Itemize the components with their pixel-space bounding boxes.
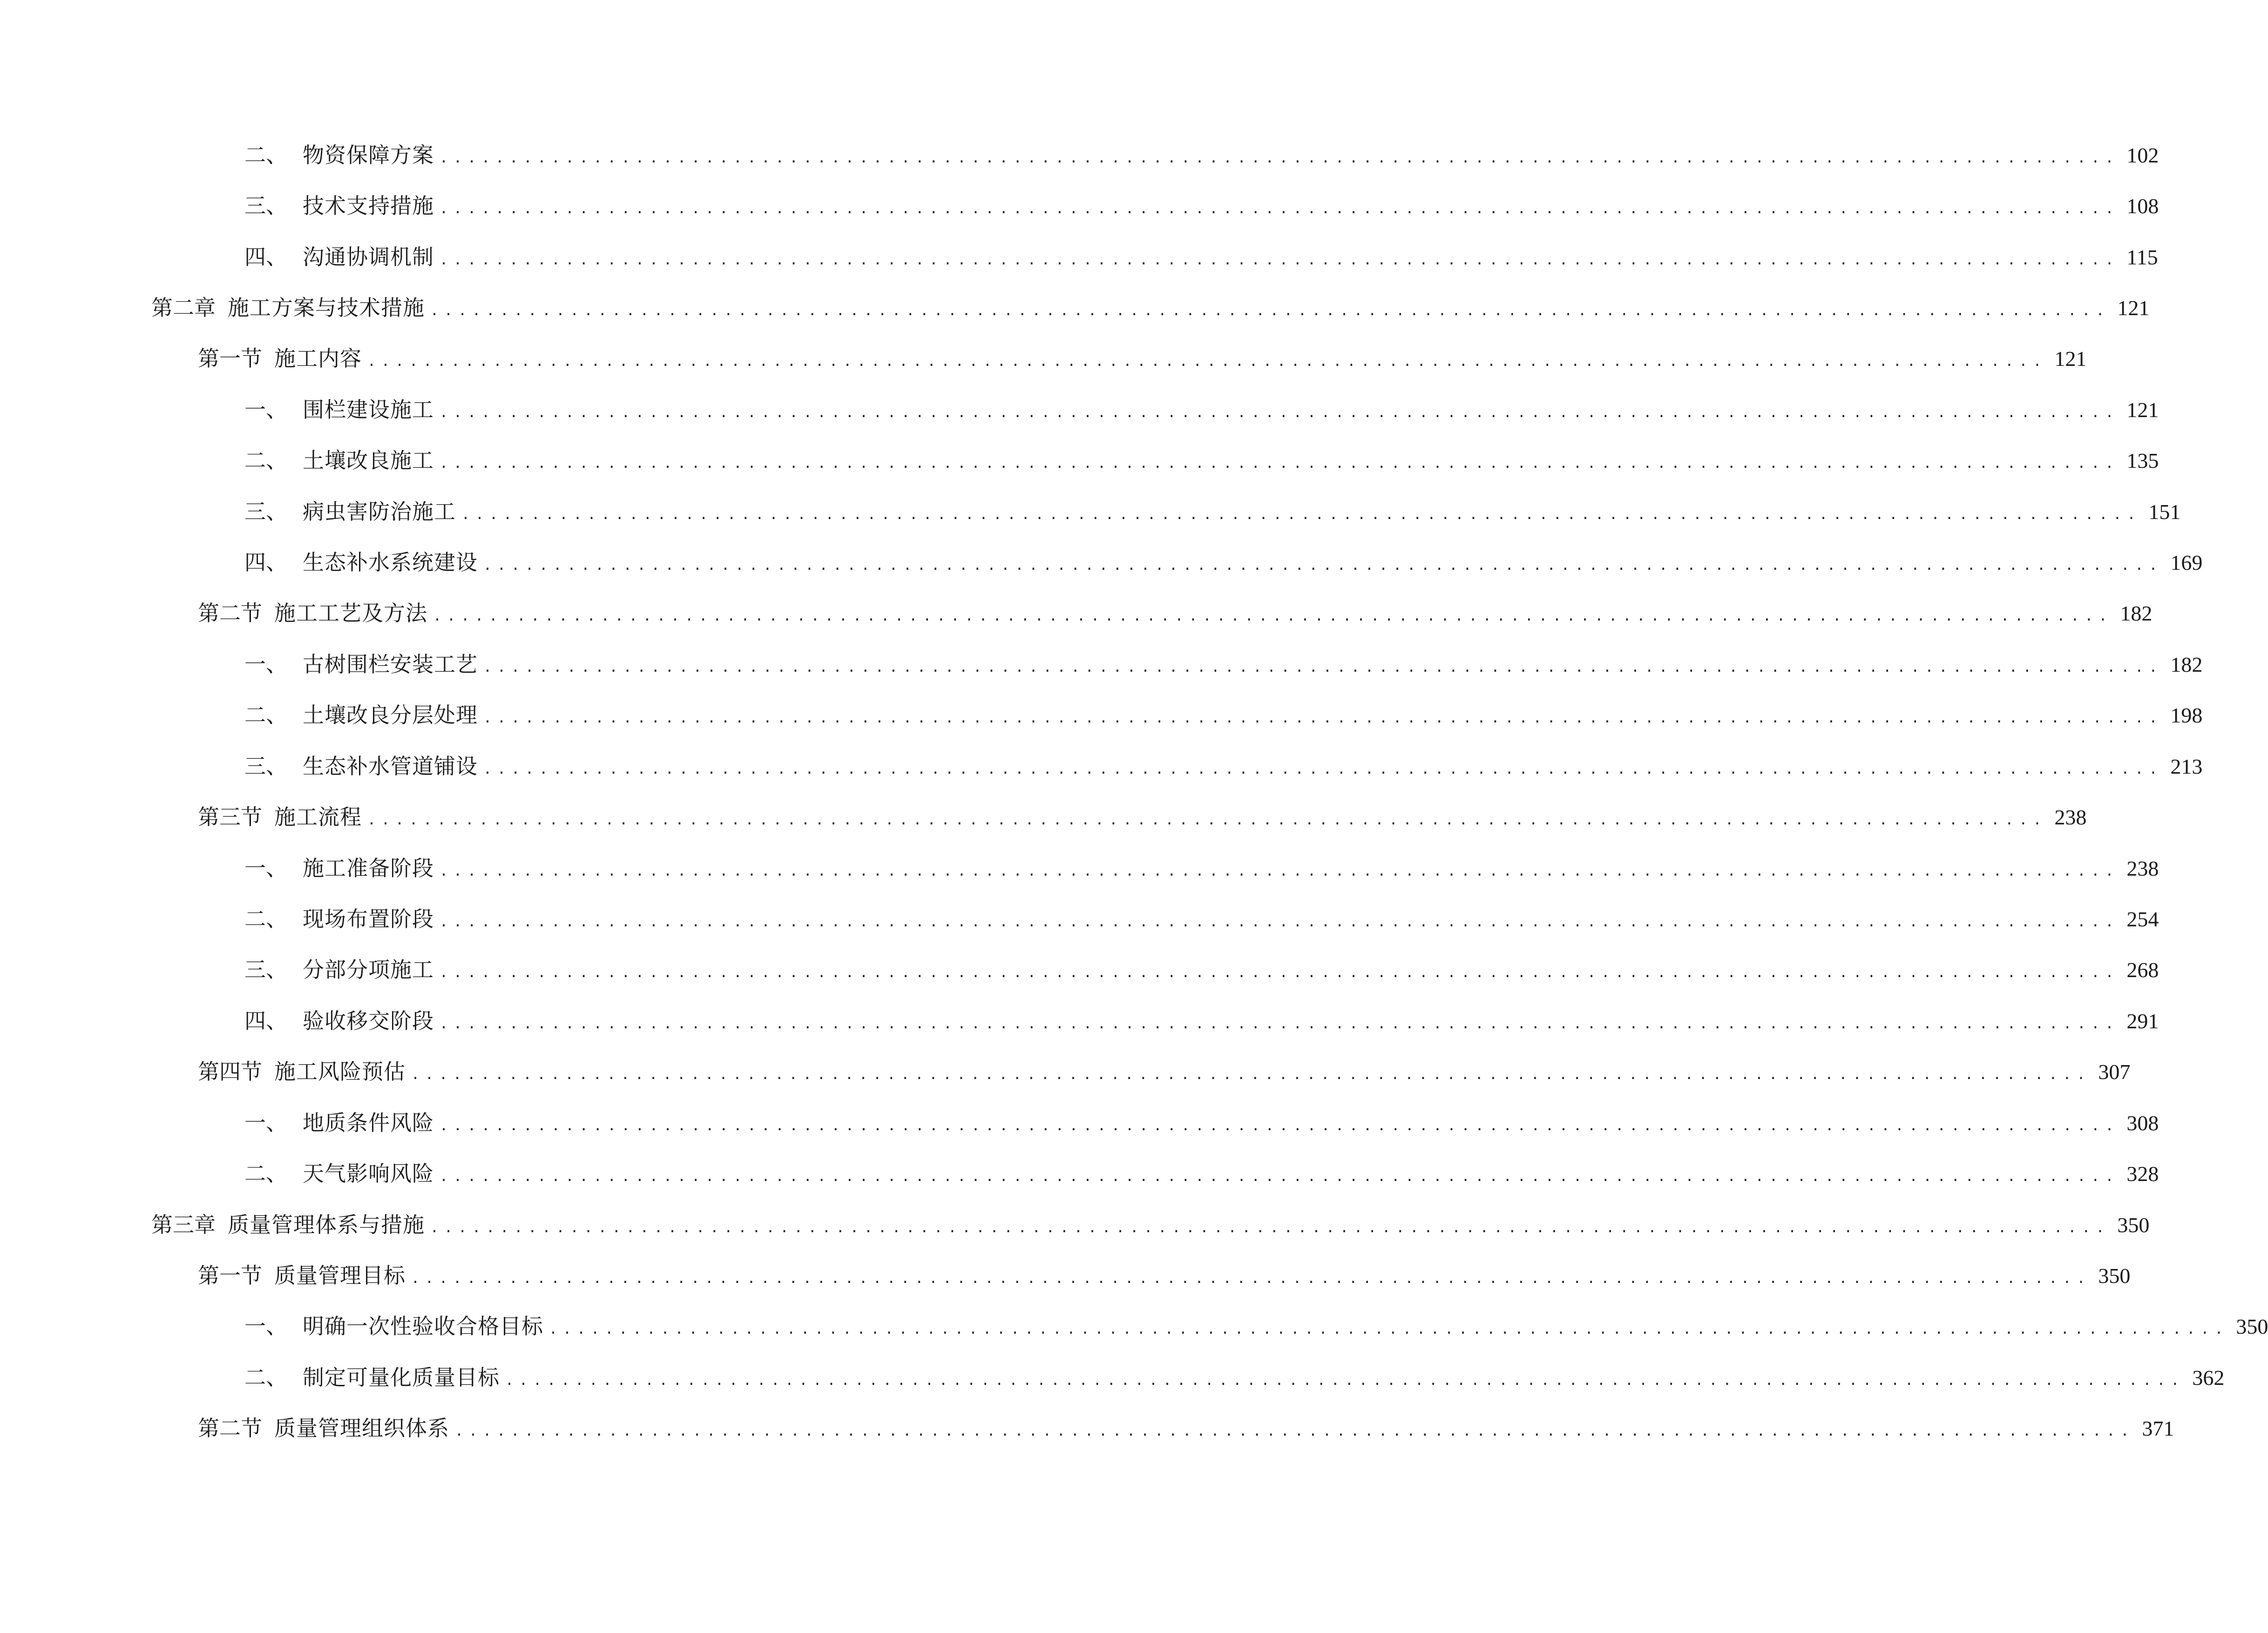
dot-leader: ........................................................................................................................ [505, 1372, 2185, 1389]
toc-section-number: 第二节 [198, 601, 262, 626]
toc-page-number: 182 [2170, 653, 2203, 676]
toc-entry-number: 三、 [244, 193, 287, 218]
toc-page-number: 238 [2126, 857, 2159, 880]
toc-entry-title: 古树围栏安装工艺 [303, 652, 478, 677]
toc-entry[interactable] [244, 544, 2203, 581]
toc-page-number: 108 [2126, 194, 2159, 218]
toc-page-number: 350 [2117, 1213, 2150, 1237]
toc-page-number: 362 [2192, 1366, 2225, 1390]
toc-entry-title: 天气影响风险 [303, 1161, 434, 1186]
toc-entry[interactable] [244, 900, 2159, 938]
toc-page-number: 238 [2054, 805, 2087, 829]
toc-page-number: 350 [2098, 1264, 2131, 1288]
dot-leader: ........................................................................................................................ [411, 1066, 2091, 1083]
toc-section-title: 施工风险预估 [274, 1059, 406, 1084]
toc-section-number: 第一节 [198, 346, 262, 371]
toc-section-number: 第一节 [198, 1263, 262, 1288]
dot-leader: ........................................................................................................................ [483, 761, 2163, 777]
toc-entry-number: 一、 [244, 397, 287, 422]
toc-entry-title: 地质条件风险 [303, 1110, 434, 1135]
toc-entry-number: 二、 [244, 448, 287, 473]
dot-leader: ........................................................................................................................ [433, 608, 2113, 624]
toc-page-number: 102 [2126, 143, 2159, 167]
toc-section-entry[interactable] [198, 1410, 2174, 1447]
dot-leader: ........................................................................................................................ [440, 405, 2119, 421]
toc-entry-number: 四、 [244, 1008, 287, 1033]
toc-entry-number: 三、 [244, 957, 287, 982]
toc-entry-number: 四、 [244, 550, 287, 575]
toc-entry-title: 明确一次性验收合格目标 [303, 1314, 543, 1339]
toc-section-title: 施工工艺及方法 [274, 601, 427, 626]
toc-page-number: 121 [2117, 296, 2150, 320]
toc-chapter-title: 施工方案与技术措施 [228, 295, 425, 320]
toc-section-entry[interactable] [198, 1257, 2131, 1294]
toc-page-number: 169 [2170, 551, 2203, 574]
toc-entry[interactable] [244, 951, 2159, 988]
toc-page-number: 182 [2120, 601, 2153, 625]
toc-page-number: 328 [2126, 1162, 2159, 1186]
toc-entry-title: 生态补水管道铺设 [303, 754, 478, 779]
dot-leader: ........................................................................................................................ [440, 914, 2119, 930]
toc-entry-number: 二、 [244, 702, 287, 728]
dot-leader: ........................................................................................................................ [440, 1118, 2119, 1134]
toc-page-number: 115 [2126, 245, 2158, 269]
toc-entry[interactable] [244, 1155, 2159, 1192]
toc-entry-title: 围栏建设施工 [303, 397, 434, 422]
toc-section-title: 施工流程 [274, 804, 362, 830]
toc-entry-number: 二、 [244, 1365, 287, 1390]
toc-entry[interactable] [244, 696, 2203, 734]
dot-leader: ........................................................................................................................ [367, 812, 2047, 828]
toc-entry[interactable] [244, 1308, 2268, 1345]
toc-entry-title: 物资保障方案 [303, 142, 434, 168]
dot-leader: ........................................................................................................................ [430, 303, 2110, 319]
dot-leader: ........................................................................................................................ [461, 506, 2141, 523]
dot-leader: ........................................................................................................................ [411, 1270, 2091, 1287]
dot-leader: ........................................................................................................................ [440, 201, 2119, 217]
toc-chapter-title: 质量管理体系与措施 [228, 1212, 425, 1237]
toc-page-number: 291 [2126, 1009, 2159, 1033]
toc-entry[interactable] [244, 1104, 2159, 1141]
toc-entry-title: 施工准备阶段 [303, 856, 434, 881]
toc-page-number: 135 [2126, 449, 2159, 472]
dot-leader: ........................................................................................................................ [440, 150, 2119, 166]
toc-entry-number: 一、 [244, 856, 287, 881]
dot-leader: ........................................................................................................................ [367, 353, 2047, 370]
toc-entry[interactable] [244, 1002, 2159, 1039]
toc-entry-title: 沟通协调机制 [303, 244, 434, 270]
toc-chapter-number: 第三章 [151, 1212, 216, 1237]
toc-entry-number: 一、 [244, 1110, 287, 1135]
toc-entry-title: 分部分项施工 [303, 957, 434, 982]
toc-section-entry[interactable] [198, 340, 2087, 377]
toc-chapter-number: 第二章 [151, 295, 216, 320]
toc-entry-number: 一、 [244, 1314, 287, 1339]
toc-section-number: 第四节 [198, 1059, 262, 1084]
toc-page-number: 268 [2126, 958, 2159, 982]
toc-entry-title: 生态补水系统建设 [303, 550, 478, 575]
toc-page-number: 371 [2142, 1417, 2174, 1440]
toc-section-entry[interactable] [198, 594, 2153, 632]
toc-entry[interactable] [244, 391, 2159, 428]
toc-entry-title: 技术支持措施 [303, 193, 434, 218]
toc-page-number: 121 [2054, 347, 2087, 371]
toc-entry[interactable] [244, 646, 2203, 683]
toc-entry-number: 四、 [244, 244, 287, 270]
toc-entry-number: 二、 [244, 906, 287, 931]
toc-section-number: 第二节 [198, 1416, 262, 1441]
toc-chapter-entry[interactable] [151, 1206, 2150, 1243]
dot-leader: ........................................................................................................................ [483, 557, 2163, 574]
toc-section-number: 第三节 [198, 804, 262, 830]
toc-entry-title: 制定可量化质量目标 [303, 1365, 500, 1390]
toc-page-number: 350 [2236, 1315, 2268, 1338]
toc-entry[interactable] [244, 136, 2159, 174]
toc-section-title: 质量管理目标 [274, 1263, 406, 1288]
toc-entry-number: 二、 [244, 142, 287, 168]
toc-page-number: 307 [2098, 1060, 2131, 1084]
dot-leader: ........................................................................................................................ [549, 1321, 2229, 1337]
toc-page-number: 121 [2126, 398, 2159, 422]
toc-entry[interactable] [244, 442, 2159, 479]
toc-section-title: 施工内容 [274, 346, 362, 371]
toc-entry[interactable] [244, 748, 2203, 785]
toc-section-title: 质量管理组织体系 [274, 1416, 449, 1441]
toc-entry[interactable] [244, 187, 2159, 224]
toc-entry[interactable] [244, 238, 2158, 276]
dot-leader: ........................................................................................................................ [455, 1423, 2135, 1439]
dot-leader: ........................................................................................................................ [440, 965, 2119, 981]
toc-entry-title: 土壤改良施工 [303, 448, 434, 473]
dot-leader: ........................................................................................................................ [440, 252, 2119, 268]
toc-entry-title: 土壤改良分层处理 [303, 702, 478, 728]
dot-leader: ........................................................................................................................ [440, 1016, 2119, 1032]
toc-page-number: 254 [2126, 907, 2159, 931]
toc-entry-number: 二、 [244, 1161, 287, 1186]
toc-entry-title: 验收移交阶段 [303, 1008, 434, 1033]
toc-entry-number: 三、 [244, 499, 287, 524]
toc-chapter-entry[interactable] [151, 289, 2150, 326]
toc-entry[interactable] [244, 493, 2181, 530]
dot-leader: ........................................................................................................................ [440, 863, 2119, 879]
toc-entry[interactable] [244, 850, 2159, 887]
toc-page-number: 213 [2170, 755, 2203, 778]
dot-leader: ........................................................................................................................ [430, 1220, 2110, 1236]
dot-leader: ........................................................................................................................ [440, 455, 2119, 472]
toc-page-number: 308 [2126, 1111, 2159, 1135]
toc-entry[interactable] [244, 1359, 2225, 1396]
toc-entry-number: 一、 [244, 652, 287, 677]
dot-leader: ........................................................................................................................ [440, 1168, 2119, 1185]
dot-leader: ........................................................................................................................ [483, 659, 2163, 675]
toc-page-number: 198 [2170, 703, 2203, 727]
toc-entry-title: 现场布置阶段 [303, 906, 434, 931]
toc-entry-title: 病虫害防治施工 [303, 499, 456, 524]
toc-section-entry[interactable] [198, 1053, 2131, 1090]
toc-section-entry[interactable] [198, 798, 2087, 836]
dot-leader: ........................................................................................................................ [483, 710, 2163, 726]
toc-entry-number: 三、 [244, 754, 287, 779]
toc-page-number: 151 [2148, 500, 2181, 524]
